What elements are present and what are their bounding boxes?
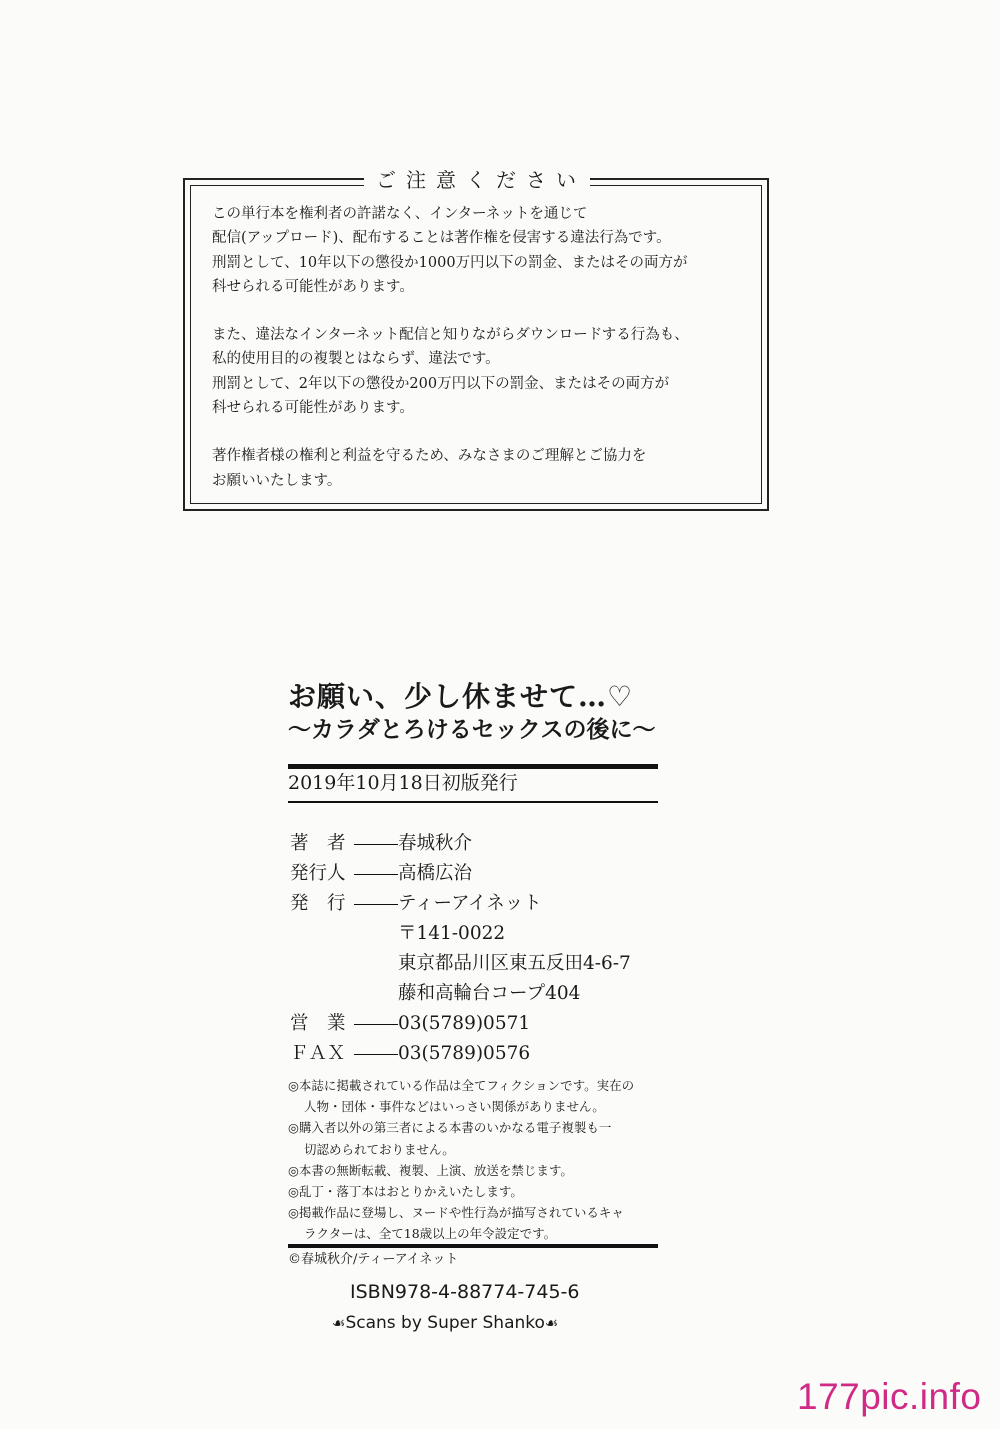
watermark: 177pic.info — [797, 1376, 982, 1417]
book-title: お願い、少し休ませて…♡ — [288, 680, 634, 713]
note-line: ◎本書の無断転載、複製、上演、放送を禁じます。 — [288, 1162, 573, 1178]
copyright: ©春城秋介/ティーアイネット — [288, 1252, 459, 1267]
scans-credit — [332, 1312, 558, 1334]
note-line: ◎購入者以外の第三者による本書のいかなる電子複製も一 — [288, 1120, 612, 1136]
notice-line: 刑罰として、10年以下の懲役か1000万円以下の罰金、またはその両方が — [212, 254, 688, 271]
notice-line: 著作権者様の権利と利益を守るため、みなさまのご理解とご協力を — [212, 448, 647, 465]
credit-value: 東京都品川区東五反田4-6-7 — [398, 953, 631, 974]
credit-dash — [354, 844, 398, 845]
credit-row-author — [290, 829, 631, 859]
credit-value: 〒141-0022 — [398, 923, 506, 944]
notice-paragraph-3 — [212, 444, 762, 493]
notice-paragraph-1 — [212, 202, 762, 299]
notice-title-text: ご注意ください — [364, 168, 590, 192]
note-line: ◎本誌に掲載されている作品は全てフィクションです。実在の — [288, 1078, 635, 1093]
notice-line: お願いいたします。 — [212, 472, 342, 489]
divider-thin — [288, 801, 658, 803]
notice-line: この単行本を権利者の許諾なく、インターネットを通じて — [212, 206, 588, 222]
note-line: 人物・団体・事件などはいっさい関係がありません。 — [304, 1099, 605, 1115]
note-line: ◎掲載作品に登場し、ヌードや性行為が描写されているキャ — [288, 1205, 624, 1221]
credit-label: 発 行 — [290, 893, 346, 914]
notice-line: 科せられる可能性があります。 — [212, 400, 414, 417]
credit-value: 高橋広治 — [398, 863, 473, 884]
scans-text: Scans by Super Shanko — [345, 1313, 545, 1333]
credits-block — [290, 829, 631, 1069]
notice-paragraph-2 — [212, 323, 762, 420]
credit-value: 藤和高輪台コープ404 — [398, 983, 581, 1004]
credit-label: 著 者 — [290, 833, 346, 854]
credit-dash — [354, 874, 398, 875]
credit-value: 03(5789)0576 — [398, 1043, 531, 1064]
notice-text — [212, 202, 762, 517]
divider-thick — [288, 764, 658, 769]
isbn: ISBN978-4-88774-745-6 — [350, 1281, 580, 1303]
notice-line: 私的使用目的の複製とはならず、違法です。 — [212, 351, 500, 368]
notice-line: 刑罰として、2年以下の懲役か200万円以下の罰金、またはその両方が — [212, 375, 670, 392]
credit-value: 03(5789)0571 — [398, 1013, 531, 1034]
ornament-left-icon: ☙ — [332, 1314, 346, 1332]
notice-line: また、違法なインターネット配信と知りながらダウンロードする行為も、 — [212, 327, 689, 344]
credit-label: 発行人 — [290, 863, 346, 884]
notice-title — [183, 165, 771, 195]
credit-row-address1 — [290, 949, 631, 979]
credit-label: ＦＡＸ — [290, 1043, 346, 1064]
note-line: ラクターは、全て18歳以上の年令設定です。 — [304, 1226, 557, 1242]
credit-label: 営 業 — [290, 1013, 346, 1034]
credit-row-publisher-person — [290, 859, 631, 889]
notes-block — [288, 1075, 668, 1245]
notice-line: 科せられる可能性があります。 — [212, 278, 414, 295]
credit-row-publisher — [290, 889, 631, 919]
credit-dash — [354, 1024, 398, 1025]
credit-value: ティーアイネット — [398, 893, 542, 914]
note-line: ◎乱丁・落丁本はおとりかえいたします。 — [288, 1184, 523, 1200]
divider-bottom — [288, 1244, 658, 1248]
credit-value: 春城秋介 — [398, 833, 473, 854]
notice-line: 配信(アップロード)、配布することは著作権を侵害する違法行為です。 — [212, 230, 671, 247]
credit-row-fax — [290, 1039, 631, 1069]
ornament-right-icon: ☙ — [544, 1314, 559, 1332]
credit-row-sales — [290, 1009, 631, 1039]
publication-date: 2019年10月18日初版発行 — [288, 772, 518, 794]
credit-dash — [354, 1054, 398, 1055]
credit-dash — [354, 904, 398, 905]
book-subtitle: 〜カラダとろけるセックスの後に〜 — [288, 716, 656, 743]
note-line: 切認められておりません。 — [304, 1141, 455, 1157]
credit-row-address2 — [290, 979, 631, 1009]
credit-row-postal — [290, 919, 631, 949]
